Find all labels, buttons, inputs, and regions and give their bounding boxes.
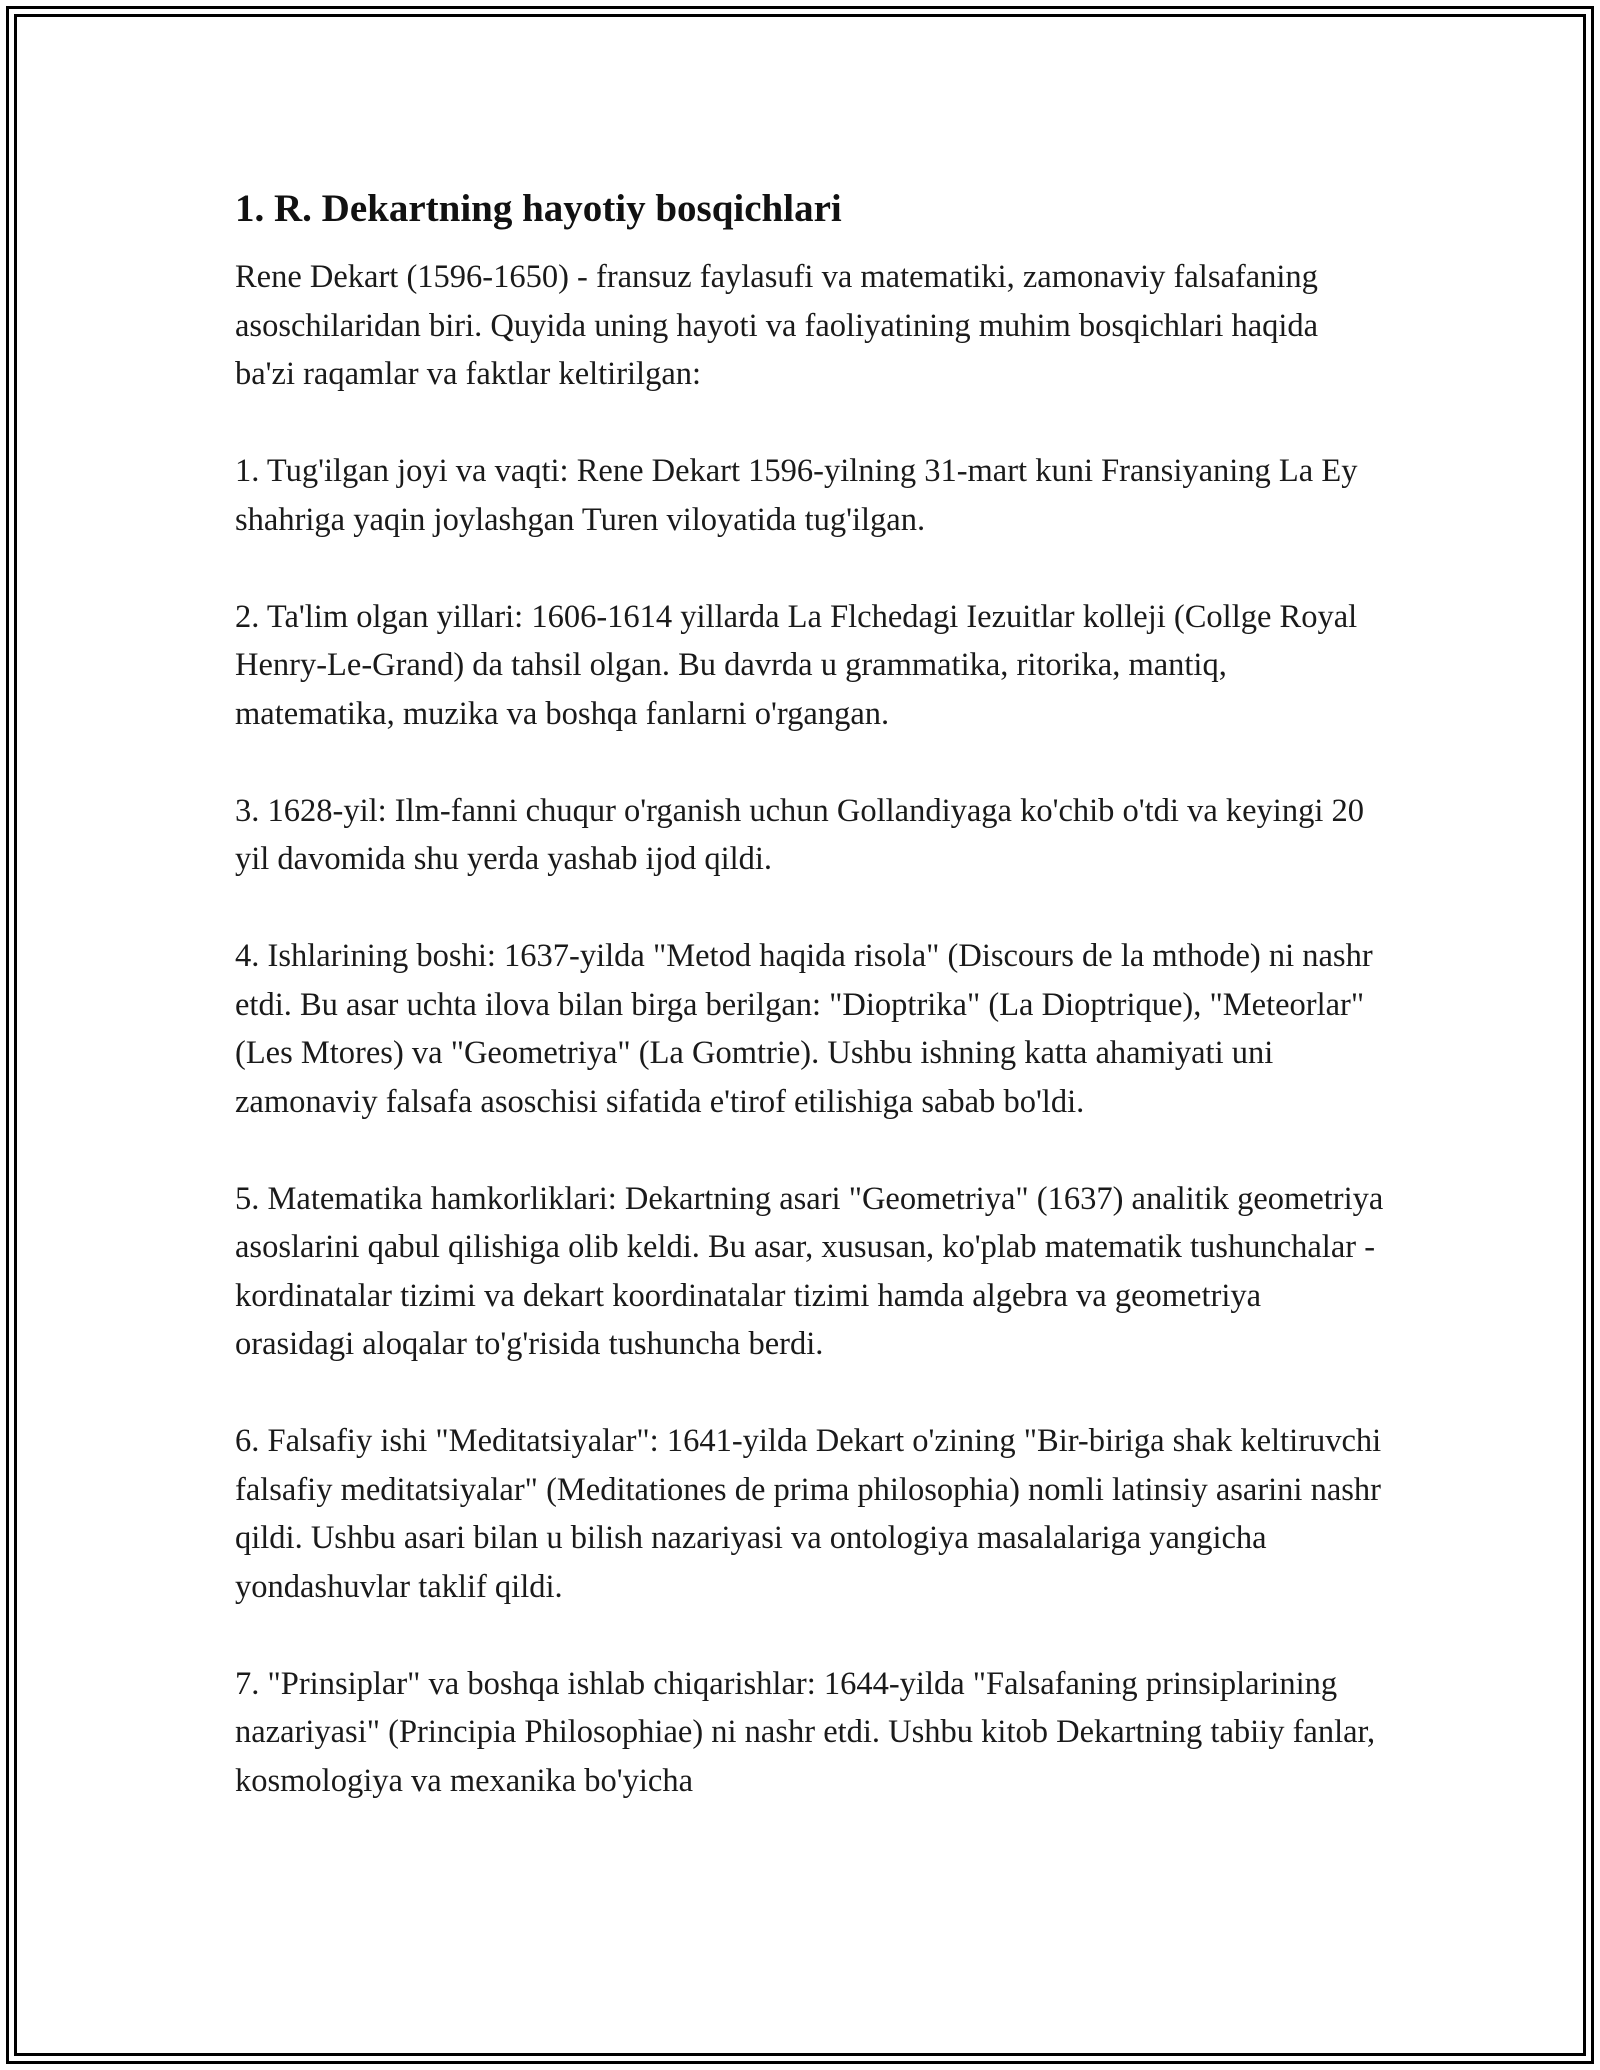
paragraph-early-works: 4. Ishlarining boshi: 1637-yilda "Metod haqida risola" (Discours de la mthode) ni nashr etdi. Bu asar uchta ilova bilan birga berilgan: "Dioptrika" (La Dioptrique), "Meteorlar" (Les Mtores) va "Geometriya" (La Gomtrie). Ushbu ishning katta ahamiyati uni zamonaviy falsafa asoschisi sifatida e'tirof etilishiga sabab bo'ldi.	[235, 938, 1373, 1120]
intro-paragraph: Rene Dekart (1596-1650) - fransuz faylasufi va matematiki, zamonaviy falsafaning asoschilaridan biri. Quyida uning hayoti va faoliyatining muhim bosqichlari haqida ba'zi raqamlar va faktlar keltirilgan:	[235, 259, 1319, 392]
paragraph-education: 2. Ta'lim olgan yillari: 1606-1614 yillarda La Flchedagi Iezuitlar kolleji (Collge Royal Henry-Le-Grand) da tahsil olgan. Bu davrda u grammatika, ritorika, mantiq, matematika, muzika va boshqa fanlarni o'rgangan.	[235, 598, 1358, 732]
paragraph-birth: 1. Tug'ilgan joyi va vaqti: Rene Dekart 1596-yilning 31-mart kuni Fransiyaning La Ey shahriga yaqin joylashgan Turen viloyatida tug'ilgan.	[235, 453, 1358, 538]
paragraph-1628: 3. 1628-yil: Ilm-fanni chuqur o'rganish uchun Gollandiyaga ko'chib o'tdi va keyingi 20 yil davomida shu yerda yashab ijod qildi.	[235, 792, 1364, 877]
paragraph-principles: 7. "Prinsiplar" va boshqa ishlab chiqarishlar: 1644-yilda "Falsafaning prinsiplarining nazariyasi" (Principia Philosophiae) ni nashr etdi. Ushbu kitob Dekartning tabiiy fanlar, kosmologiya va mexanika bo'yicha	[235, 1665, 1376, 1799]
section-title: 1. R. Dekartning hayotiy bosqichlari	[235, 187, 842, 230]
document-body	[235, 185, 1385, 1805]
paragraph-meditations: 6. Falsafiy ishi "Meditatsiyalar": 1641-yilda Dekart o'zining "Bir-biriga shak keltiruvchi falsafiy meditatsiyalar" (Meditationes de prima philosophia) nomli latinsiy asarini nashr qildi. Ushbu asari bilan u bilish nazariyasi va ontologiya masalalariga yangicha yondashuvlar taklif qildi.	[235, 1423, 1382, 1605]
paragraph-mathematics: 5. Matematika hamkorliklari: Dekartning asari "Geometriya" (1637) analitik geometriya asoslarini qabul qilishiga olib keldi. Bu asar, xususan, ko'plab matematik tushunchalar - kordinatalar tizimi va dekart koordinatalar tizimi hamda algebra va geometriya orasidagi aloqalar to'g'risida tushuncha berdi.	[235, 1180, 1384, 1362]
